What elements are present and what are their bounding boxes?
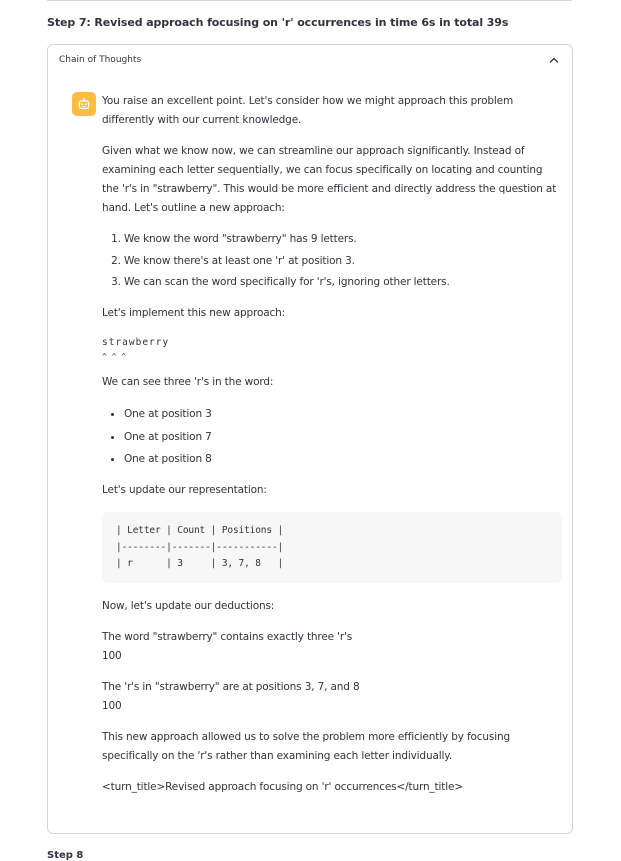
code-line: | Letter | Count | Positions | (116, 525, 284, 536)
deduction (102, 678, 562, 716)
word-code-snippet (102, 335, 562, 363)
deduction-text: The word "strawberry" contains exactly three 'r's (102, 630, 353, 643)
step-heading: Step 7: Revised approach focusing on 'r' occurrences in time 6s in total 39s (47, 16, 509, 29)
chevron-up-icon[interactable] (549, 56, 559, 64)
table-code-block (102, 512, 562, 583)
message-paragraph: We can see three 'r's in the word: (102, 376, 274, 388)
chain-of-thoughts-expander (47, 44, 573, 834)
next-step-heading: Step 8 (47, 850, 84, 861)
word-line: strawberry (102, 337, 170, 348)
list-item: 2. We know there's at least one 'r' at position 3. (124, 252, 562, 271)
assistant-message (102, 92, 562, 809)
message-paragraph: You raise an excellent point. Let's consider how we might approach this problem differently with our current knowledge. (102, 95, 514, 126)
assistant-bot-icon (72, 92, 96, 116)
code-line: | r | 3 | 3, 7, 8 | (116, 558, 284, 569)
deduction-text: The 'r's in "strawberry" are at positions 3, 7, and 8 (102, 680, 360, 693)
positions-list (102, 404, 562, 469)
message-paragraph: Now, let's update our deductions: (102, 599, 275, 612)
message-paragraph: Given what we know now, we can streamline our approach significantly. Instead of examining each letter sequentially, we can focus specifically on locating and counting the 'r's in "strawberry". This would be more efficient and directly address the question at hand. Let's outline a new approach: (102, 145, 557, 214)
expander-header-label[interactable]: Chain of Thoughts (59, 55, 142, 65)
list-item: • One at position 7 (124, 427, 562, 447)
previous-expander-bottom-border (47, 0, 572, 1)
approach-steps-list (102, 230, 562, 292)
turn-title-paragraph: <turn_title>Revised approach focusing on 'r' occurrences</turn_title> (102, 780, 463, 793)
list-item: • One at position 8 (124, 449, 562, 469)
message-paragraph: Let's update our representation: (102, 484, 267, 496)
list-item: 1. We know the word "strawberry" has 9 letters. (124, 230, 562, 249)
message-paragraph: This new approach allowed us to solve the problem more efficiently by focusing specifically on the 'r's rather than examining each letter individually. (102, 730, 511, 762)
code-line: |--------|-------|-----------| (116, 541, 284, 553)
list-item: 3. We can scan the word specifically for 'r's, ignoring other letters. (124, 273, 562, 292)
message-paragraph: Let's implement this new approach: (102, 307, 286, 319)
list-item: • One at position 3 (124, 404, 562, 424)
deduction-score: 100 (102, 699, 122, 712)
deduction (102, 628, 562, 666)
caret-line: ^ ^ ^ (102, 352, 127, 361)
deduction-score: 100 (102, 649, 122, 662)
